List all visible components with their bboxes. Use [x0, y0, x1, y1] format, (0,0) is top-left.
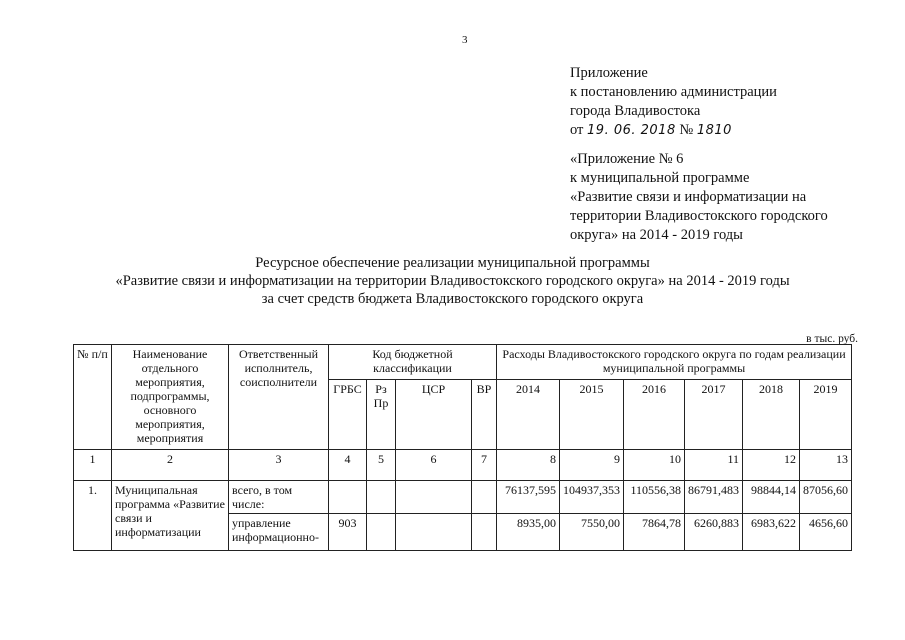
- header-row-top: [74, 345, 852, 380]
- row-value-2015: 104937,353: [560, 481, 624, 514]
- col-num-1: 1: [74, 450, 112, 481]
- header-csr: ЦСР: [396, 380, 472, 450]
- appendix-line2: к постановлению администрации: [570, 84, 777, 100]
- col-num-7: 7: [472, 450, 497, 481]
- row-responsible: управление информационно-: [229, 514, 329, 551]
- appendix6-line3: «Развитие связи и информатизации на: [570, 189, 807, 205]
- header-year-2018: 2018: [743, 380, 800, 450]
- header-year-2019: 2019: [800, 380, 852, 450]
- col-num-3: 3: [229, 450, 329, 481]
- col-num-5: 5: [367, 450, 396, 481]
- column-number-row: [74, 450, 852, 481]
- row-value-2019: 4656,60: [800, 514, 852, 551]
- header-grbs: ГРБС: [329, 380, 367, 450]
- table-row: [74, 481, 852, 514]
- row-rzpr: [367, 481, 396, 514]
- appendix6-line2: к муниципальной программе: [570, 170, 750, 186]
- header-year-2015: 2015: [560, 380, 624, 450]
- col-num-9: 9: [560, 450, 624, 481]
- row-rzpr: [367, 514, 396, 551]
- appendix6-line4: территории Владивостокского городского: [570, 208, 828, 224]
- col-num-6: 6: [396, 450, 472, 481]
- row-csr: [396, 514, 472, 551]
- handwritten-date: 19. 06. 2018: [587, 123, 676, 138]
- row-value-2014: 8935,00: [497, 514, 560, 551]
- header-expenses: Расходы Владивостокского городского округа по годам реализации муниципальной программы: [497, 345, 852, 380]
- header-year-2017: 2017: [685, 380, 743, 450]
- col-num-2: 2: [112, 450, 229, 481]
- header-responsible: Ответственный исполнитель, соисполнители: [229, 345, 329, 450]
- row-value-2016: 7864,78: [624, 514, 685, 551]
- header-rzpr: Рз Пр: [367, 380, 396, 450]
- number-prefix: №: [679, 122, 694, 138]
- row-value-2017: 6260,883: [685, 514, 743, 551]
- appendix-line1: Приложение: [570, 65, 648, 81]
- row-value-2019: 87056,60: [800, 481, 852, 514]
- header-vr: ВР: [472, 380, 497, 450]
- document-title: [0, 254, 905, 308]
- row-vr: [472, 481, 497, 514]
- header-num: № п/п: [74, 345, 112, 450]
- row-vr: [472, 514, 497, 551]
- row-value-2017: 86791,483: [685, 481, 743, 514]
- budget-table: [73, 344, 852, 551]
- col-num-11: 11: [685, 450, 743, 481]
- appendix6-block: [570, 150, 828, 245]
- row-num: 1.: [74, 481, 112, 551]
- handwritten-number: 1810: [696, 123, 732, 138]
- appendix6-line5: округа» на 2014 - 2019 годы: [570, 227, 743, 243]
- col-num-8: 8: [497, 450, 560, 481]
- appendix-date-line: [570, 121, 777, 140]
- row-grbs: [329, 481, 367, 514]
- appendix6-line1: «Приложение № 6: [570, 151, 684, 167]
- row-name: Муниципальная программа «Развитие связи и информатизации: [112, 481, 229, 551]
- title-line1: Ресурсное обеспечение реализации муниципальной программы: [255, 255, 650, 271]
- unit-note: в тыс. руб.: [806, 333, 858, 345]
- col-num-10: 10: [624, 450, 685, 481]
- row-value-2015: 7550,00: [560, 514, 624, 551]
- appendix-block: [570, 64, 777, 140]
- col-num-4: 4: [329, 450, 367, 481]
- row-grbs: 903: [329, 514, 367, 551]
- date-prefix: от: [570, 122, 584, 138]
- title-line3: за счет средств бюджета Владивостокского городского округа: [261, 291, 644, 307]
- col-num-13: 13: [800, 450, 852, 481]
- header-year-2016: 2016: [624, 380, 685, 450]
- row-value-2014: 76137,595: [497, 481, 560, 514]
- header-year-2014: 2014: [497, 380, 560, 450]
- row-csr: [396, 481, 472, 514]
- row-value-2018: 6983,622: [743, 514, 800, 551]
- title-line2: «Развитие связи и информатизации на территории Владивостокского городского округа» на 2014 - 2019 годы: [115, 273, 790, 289]
- header-budget-code: Код бюджетной классификации: [329, 345, 497, 380]
- col-num-12: 12: [743, 450, 800, 481]
- row-value-2018: 98844,14: [743, 481, 800, 514]
- appendix-line3: города Владивостока: [570, 103, 701, 119]
- page-number: 3: [462, 34, 468, 46]
- row-value-2016: 110556,38: [624, 481, 685, 514]
- row-responsible: всего, в том числе:: [229, 481, 329, 514]
- header-name: Наименование отдельного мероприятия, подпрограммы, основного мероприятия, мероприятия: [112, 345, 229, 450]
